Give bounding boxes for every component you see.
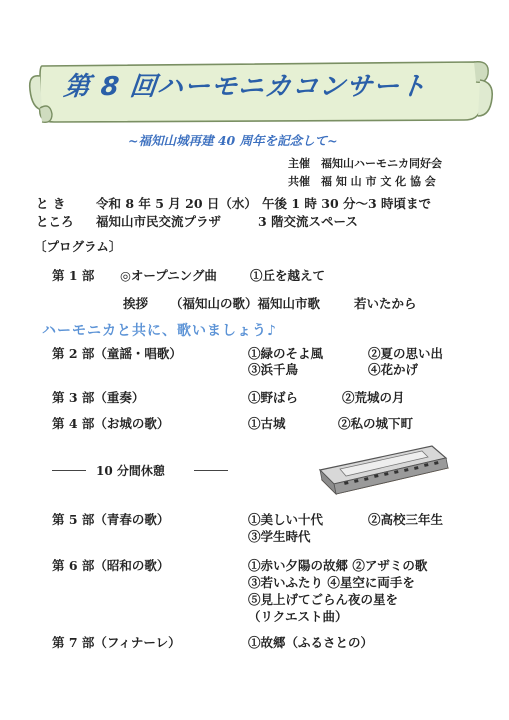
part6-line-2: ③若いふたり ④星空に両手を — [248, 575, 415, 590]
part6-line-4: （リクエスト曲） — [248, 609, 348, 624]
part3-song-2: ②荒城の月 — [342, 390, 405, 405]
intermission-line-left — [52, 470, 86, 471]
part1-song: ①丘を越えて — [250, 268, 326, 283]
venue: 福知山市民交流プラザ — [96, 214, 222, 229]
event-time: 午後 1 時 30 分～3 時頃まで — [262, 196, 432, 211]
event-date: 令和 8 年 5 月 20 日（水） — [96, 196, 257, 211]
part5-song-1: ①美しい十代 — [248, 512, 324, 527]
where-label: ところ — [36, 214, 74, 229]
intermission-text: 10 分間休憩 — [96, 464, 165, 478]
venue-room: 3 階交流スペース — [258, 214, 358, 229]
greeting-label: 挨拶 — [123, 296, 149, 311]
part2-song-3: ③浜千鳥 — [248, 362, 299, 377]
co-host-name: 福 知 山 市 文 化 協 会 — [321, 175, 436, 188]
part6-line-1: ①赤い夕陽の故郷 ②アザミの歌 — [248, 558, 428, 573]
part5-song-3: ③学生時代 — [248, 529, 311, 544]
part2-song-4: ④花かげ — [368, 362, 419, 377]
part3-label: 第 3 部（重奏） — [52, 390, 145, 405]
part1-opening: ◎オープニング曲 — [120, 268, 217, 283]
greeting-song: （福知山の歌）福知山市歌 — [170, 296, 321, 311]
part4-song-2: ②私の城下町 — [338, 416, 414, 431]
part2-song-1: ①緑のそよ風 — [248, 346, 324, 361]
host-name: 福知山ハーモニカ同好会 — [321, 157, 442, 170]
intermission-line-right — [194, 470, 228, 471]
part2-label: 第 2 部（童謡・唱歌） — [52, 346, 182, 361]
part5-song-2: ②高校三年生 — [368, 512, 444, 527]
part6-line-3: ⑤見上げてごらん夜の星を — [248, 592, 399, 607]
part7-song: ①故郷（ふるさとの） — [248, 635, 374, 650]
host-label: 主催 — [288, 157, 310, 170]
part7-label: 第 7 部（フィナーレ） — [52, 635, 181, 650]
harmonica-icon — [314, 440, 454, 504]
greeting-performer: 若いたから — [354, 296, 417, 311]
part4-song-1: ①古城 — [248, 416, 286, 431]
part5-label: 第 5 部（青春の歌） — [52, 512, 170, 527]
co-host-label: 共催 — [288, 175, 310, 188]
part4-label: 第 4 部（お城の歌） — [52, 416, 170, 431]
part1-label: 第 1 部 — [52, 268, 95, 283]
sing-along-heading: ハーモニカと共に、歌いましょう♪ — [42, 323, 277, 339]
subtitle: ~福知山城再建 40 周年を記念して~ — [128, 133, 338, 148]
part6-label: 第 6 部（昭和の歌） — [52, 558, 170, 573]
concert-title: 第 8 回ハーモニカコンサート — [62, 72, 429, 102]
part2-song-2: ②夏の思い出 — [368, 346, 444, 361]
when-label: と き — [36, 196, 66, 211]
program-heading: 〔プログラム〕 — [34, 239, 122, 254]
part3-song-1: ①野ばら — [248, 390, 299, 405]
